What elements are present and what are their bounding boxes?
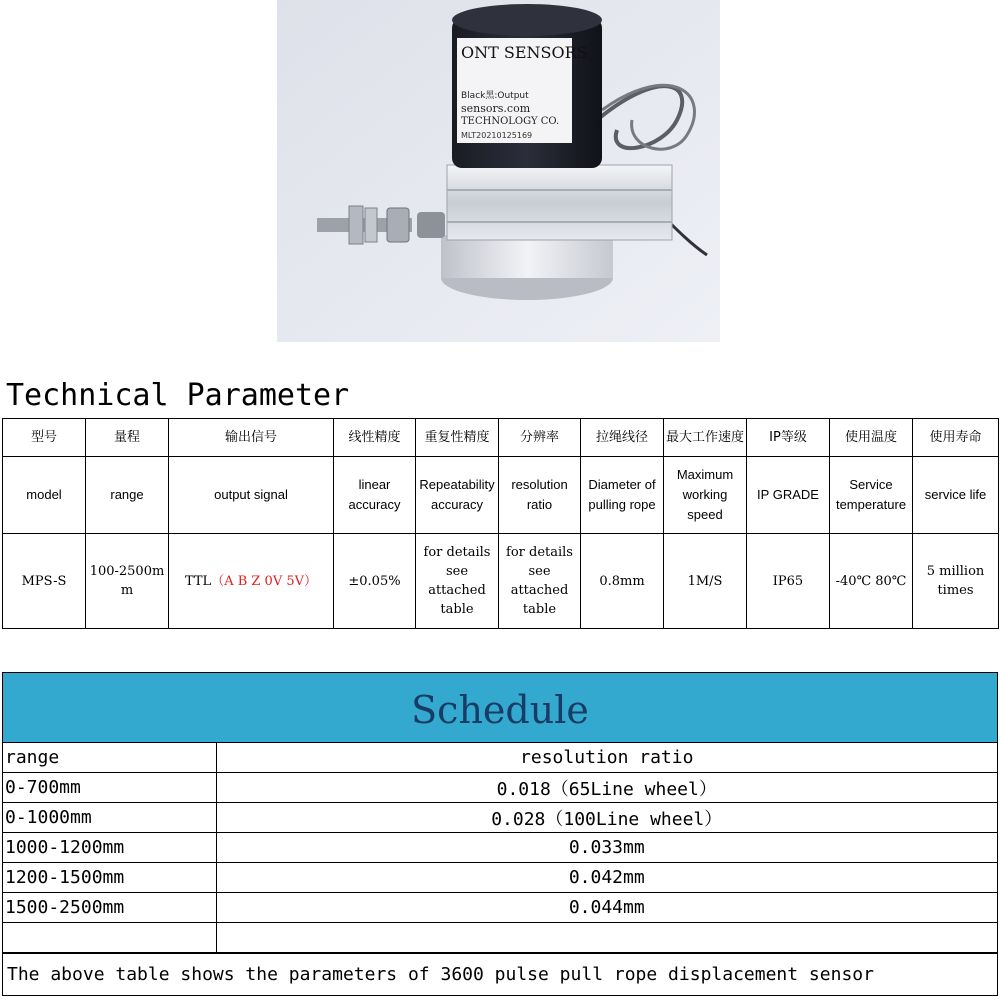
value-repeatability: for details see attached table [416,534,499,629]
label-brand-text: ONT SENSORS [461,43,588,62]
schedule-table [3,743,997,953]
header-zh-output-signal: 输出信号 [169,419,334,457]
value-ip-grade: IP65 [747,534,830,629]
header-row-english [3,457,999,534]
header-zh-rope-diameter: 拉绳线径 [581,419,664,457]
label-line3-text: sensors.com [461,102,531,115]
schedule-resolution-cell: 0.033mm [216,833,997,863]
table-row [3,833,997,863]
schedule-header-row [3,743,997,773]
header-en-linear-accuracy: linear accuracy [334,457,416,534]
value-rope-diameter: 0.8mm [581,534,664,629]
technical-parameter-table [2,418,999,629]
schedule-range-cell: 1500-2500mm [3,893,216,923]
schedule-range-cell: 1200-1500mm [3,863,216,893]
header-en-temperature: Service temperature [830,457,913,534]
table-row [3,923,997,953]
header-zh-temperature: 使用温度 [830,419,913,457]
header-en-repeatability: Repeatability accuracy [416,457,499,534]
header-zh-service-life: 使用寿命 [913,419,999,457]
technical-parameter-heading: Technical Parameter [6,378,350,413]
value-service-life: 5 million times [913,534,999,629]
value-model: MPS-S [3,534,86,629]
label-line2-text: Black黑:Output [461,91,529,101]
schedule-resolution-cell: 0.028（100Line wheel） [216,803,997,833]
header-en-service-life: service life [913,457,999,534]
schedule-header-resolution: resolution ratio [216,743,997,773]
schedule-footnote: The above table shows the parameters of 3600 pulse pull rope displacement sensor [3,953,997,999]
table-row [3,893,997,923]
schedule-range-cell: 0-1000mm [3,803,216,833]
schedule-resolution-cell [216,923,997,953]
table-row [3,803,997,833]
header-en-resolution: resolution ratio [499,457,581,534]
value-temperature: -40℃ 80℃ [830,534,913,629]
header-en-model: model [3,457,86,534]
schedule-header-range: range [3,743,216,773]
header-zh-ip-grade: IP等级 [747,419,830,457]
header-en-ip-grade: IP GRADE [747,457,830,534]
value-output-signal [169,534,334,629]
values-row [3,534,999,629]
table-row [3,773,997,803]
value-max-speed: 1M/S [664,534,747,629]
schedule-range-cell: 1000-1200mm [3,833,216,863]
header-zh-repeatability: 重复性精度 [416,419,499,457]
schedule-title: Schedule [3,673,997,743]
label-serial-text: MLT20210125169 [461,131,533,140]
schedule-resolution-cell: 0.018（65Line wheel） [216,773,997,803]
header-zh-max-speed: 最大工作速度 [664,419,747,457]
header-zh-range: 量程 [86,419,169,457]
value-output-prefix: TTL [184,573,212,589]
header-en-output-signal: output signal [169,457,334,534]
value-resolution: for details see attached table [499,534,581,629]
header-row-chinese [3,419,999,457]
header-zh-model: 型号 [3,419,86,457]
value-linear-accuracy: ±0.05% [334,534,416,629]
schedule-range-cell: 0-700mm [3,773,216,803]
schedule-resolution-cell: 0.044mm [216,893,997,923]
header-en-max-speed: Maximum working speed [664,457,747,534]
header-zh-resolution: 分辨率 [499,419,581,457]
header-en-rope-diameter: Diameter of pulling rope [581,457,664,534]
header-zh-linear-accuracy: 线性精度 [334,419,416,457]
label-line4-text: TECHNOLOGY CO. [461,116,560,127]
schedule-range-cell [3,923,216,953]
value-range: 100-2500mm [86,534,169,629]
product-photo [277,0,720,342]
schedule-resolution-cell: 0.042mm [216,863,997,893]
value-output-signals: （A B Z 0V 5V） [211,573,318,589]
schedule-panel [2,672,998,996]
table-row [3,863,997,893]
header-en-range: range [86,457,169,534]
